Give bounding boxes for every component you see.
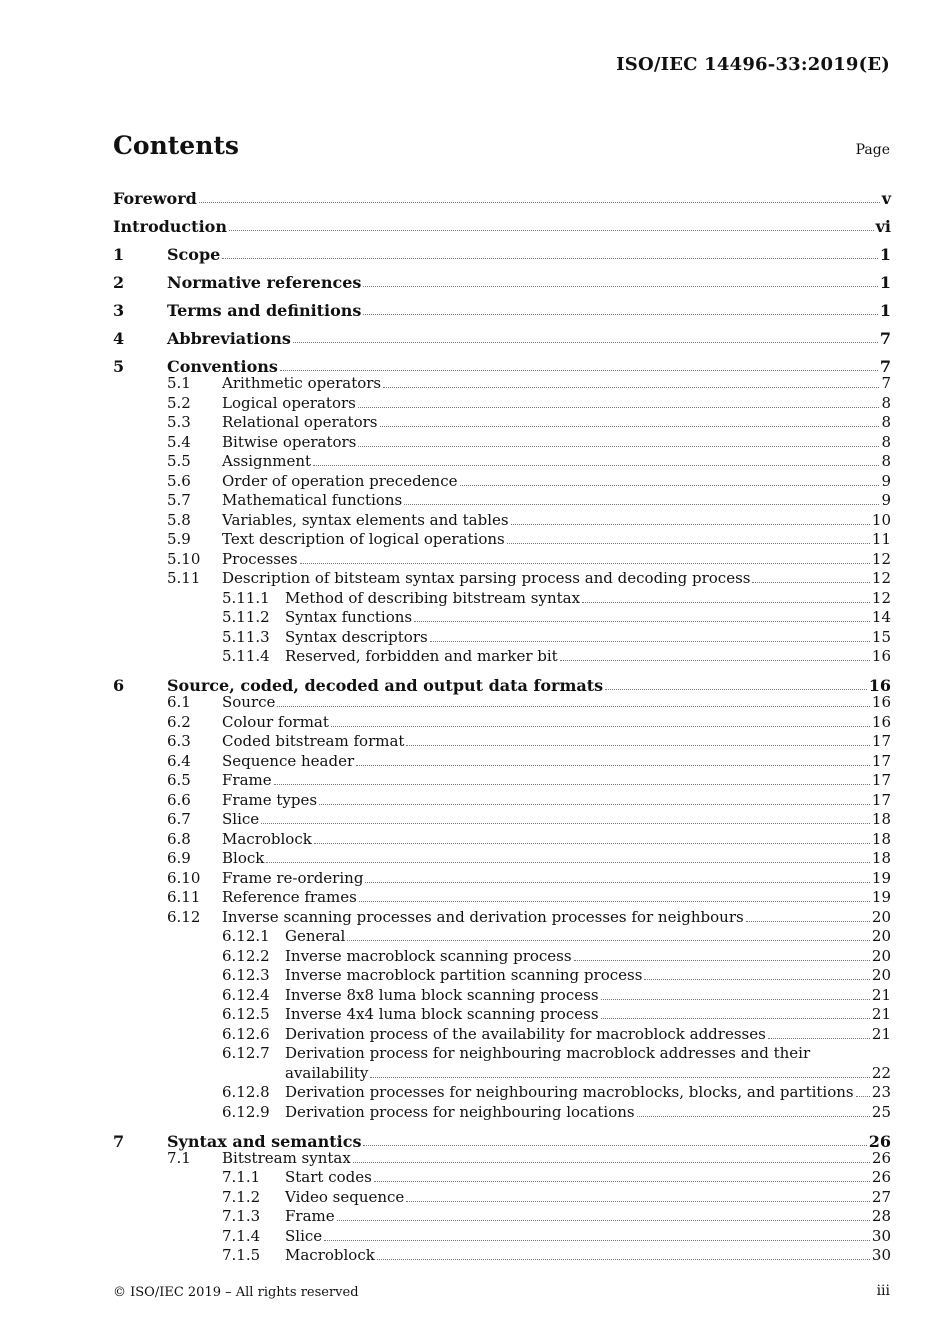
toc-entry-page[interactable]: 1	[879, 273, 891, 292]
toc-entry-title[interactable]: Video sequence	[285, 1187, 405, 1206]
dot-leader	[324, 1240, 870, 1241]
toc-entry-page[interactable]: 26	[871, 1148, 891, 1167]
toc-entry[interactable]	[113, 432, 891, 452]
toc-entry-page[interactable]: 26	[868, 1131, 891, 1151]
toc-entry-number: 5.9	[167, 530, 191, 548]
toc-entry-title[interactable]: Colour format	[222, 712, 329, 731]
toc-entry-title[interactable]: Abbreviations	[167, 329, 291, 348]
dot-leader	[370, 1077, 870, 1078]
toc-entry-number: 6.3	[167, 732, 191, 750]
toc-entry[interactable]	[113, 888, 891, 908]
table-of-contents	[113, 180, 891, 1265]
toc-entry[interactable]	[113, 236, 891, 264]
toc-entry[interactable]	[113, 1102, 891, 1122]
toc-entry-title[interactable]: Method of describing bitstream syntax	[285, 588, 581, 607]
toc-entry[interactable]	[113, 627, 891, 647]
dot-leader	[353, 1162, 870, 1163]
toc-entry-title[interactable]: Inverse 4x4 luma block scanning process	[285, 1005, 599, 1023]
toc-entry[interactable]	[113, 1207, 891, 1227]
toc-entry-number: 6.12.6	[222, 1024, 270, 1043]
toc-entry-page[interactable]: 23	[871, 1083, 891, 1101]
toc-entry-number: 5.7	[167, 491, 191, 509]
toc-entry-title[interactable]: Assignment	[222, 452, 312, 470]
toc-entry-page[interactable]: 28	[871, 1207, 891, 1225]
dot-leader	[377, 1259, 870, 1260]
toc-entry-page[interactable]: 20	[871, 966, 891, 984]
toc-entry[interactable]	[113, 1148, 891, 1168]
toc-entry[interactable]	[113, 1083, 891, 1103]
dot-leader	[746, 921, 870, 922]
dot-leader	[199, 202, 880, 203]
toc-entry-page[interactable]: 16	[871, 647, 891, 665]
toc-entry-title[interactable]: Terms and definitions	[167, 301, 362, 320]
toc-entry-number: 6.2	[167, 712, 191, 731]
toc-entry-page[interactable]: 17	[871, 732, 891, 750]
dot-leader	[274, 784, 870, 785]
dot-leader	[380, 426, 880, 427]
dot-leader	[293, 342, 878, 343]
toc-entry-page[interactable]: 17	[871, 771, 891, 789]
toc-entry[interactable]	[113, 1122, 891, 1151]
toc-entry-title[interactable]: Scope	[167, 245, 221, 264]
toc-entry-title[interactable]: Frame	[222, 771, 272, 789]
toc-entry-number: 5.6	[167, 471, 191, 490]
toc-entry-number: 5.4	[167, 432, 191, 451]
toc-entry-title[interactable]: Macroblock	[222, 829, 312, 848]
toc-entry-title[interactable]: Coded bitstream format	[222, 732, 405, 750]
toc-entry[interactable]	[113, 588, 891, 608]
toc-entry-title[interactable]: Arithmetic operators	[222, 374, 382, 392]
dot-leader	[644, 979, 870, 980]
toc-entry[interactable]	[113, 376, 891, 393]
dot-leader	[222, 258, 878, 259]
toc-entry-number: 5.11.3	[222, 627, 270, 646]
toc-entry-title[interactable]: Order of operation precedence	[222, 471, 458, 490]
toc-entry-page[interactable]: 17	[871, 751, 891, 770]
toc-entry-page[interactable]: 14	[871, 608, 891, 626]
toc-entry-page[interactable]: 9	[881, 491, 891, 509]
toc-entry-number: 1	[113, 245, 125, 264]
toc-entry-number: 7.1.1	[222, 1168, 261, 1186]
toc-entry-title[interactable]: Logical operators	[222, 393, 356, 412]
toc-entry-page[interactable]: 8	[881, 452, 891, 470]
toc-entry[interactable]	[113, 810, 891, 830]
toc-entry[interactable]	[113, 208, 891, 236]
toc-entry-page[interactable]: v	[881, 189, 891, 208]
toc-entry[interactable]	[113, 771, 891, 791]
toc-entry[interactable]	[113, 732, 891, 752]
toc-entry-title[interactable]: Processes	[222, 549, 298, 568]
dot-leader	[430, 641, 870, 642]
toc-entry-page[interactable]: 7	[881, 374, 891, 392]
toc-entry-number: 5.11.1	[222, 588, 270, 607]
toc-entry-title[interactable]: Reserved, forbidden and marker bit	[285, 647, 558, 665]
toc-entry[interactable]	[113, 1005, 891, 1025]
dot-leader	[768, 1038, 870, 1039]
toc-entry-page[interactable]: 8	[881, 413, 891, 431]
dot-leader	[359, 901, 870, 902]
dot-leader	[337, 1220, 870, 1221]
toc-entry-number: 6.12.4	[222, 985, 270, 1004]
toc-entry-page[interactable]: 16	[871, 712, 891, 731]
toc-entry-number: 7.1.5	[222, 1246, 261, 1264]
toc-entry-number: 7	[113, 1131, 125, 1151]
toc-entry[interactable]	[113, 348, 891, 376]
page-column-label: Page	[855, 142, 890, 158]
toc-entry-number: 6.6	[167, 790, 191, 809]
toc-entry[interactable]	[113, 569, 891, 589]
toc-entry-number: 6.5	[167, 771, 191, 789]
toc-entry-title[interactable]: General	[285, 927, 346, 945]
toc-entry-page[interactable]: 16	[871, 693, 891, 711]
dot-leader	[347, 940, 870, 941]
dot-leader	[300, 563, 870, 564]
toc-entry[interactable]	[113, 712, 891, 732]
toc-entry-title[interactable]: Frame re-ordering	[222, 868, 364, 887]
toc-entry[interactable]	[113, 829, 891, 849]
toc-entry-page[interactable]: 18	[871, 829, 891, 848]
toc-entry-page[interactable]: 11	[871, 530, 891, 548]
toc-entry-number: 5.11.4	[222, 647, 270, 665]
toc-entry-number: 5.1	[167, 374, 191, 392]
dot-leader	[406, 745, 869, 746]
dot-leader	[266, 862, 870, 863]
toc-entry-page[interactable]: 1	[879, 245, 891, 264]
toc-entry-number: 6.12.2	[222, 946, 270, 965]
toc-entry-number: 5.11.2	[222, 608, 270, 626]
toc-entry-title[interactable]: Relational operators	[222, 413, 378, 431]
toc-entry-page[interactable]: 20	[871, 927, 891, 945]
toc-entry-page[interactable]: 30	[871, 1226, 891, 1245]
toc-entry-page[interactable]: 21	[871, 1005, 891, 1023]
toc-entry[interactable]	[113, 510, 891, 530]
dot-leader	[383, 387, 879, 388]
toc-entry-page[interactable]: 19	[871, 888, 891, 906]
toc-entry[interactable]	[113, 985, 891, 1005]
toc-entry-title[interactable]: Frame types	[222, 790, 318, 809]
toc-entry-number: 6.11	[167, 888, 201, 906]
toc-entry-number: 5.3	[167, 413, 191, 431]
toc-entry-page[interactable]: 26	[871, 1168, 891, 1186]
toc-entry-page[interactable]: 7	[879, 329, 891, 348]
toc-entry-number: 6.7	[167, 810, 191, 828]
toc-entry-title[interactable]: Sequence header	[222, 751, 355, 770]
toc-entry-page[interactable]: 21	[871, 985, 891, 1004]
toc-entry-number: 7.1.2	[222, 1187, 261, 1206]
footer-copyright: © ISO/IEC 2019 – All rights reserved	[113, 1285, 359, 1300]
toc-entry-title[interactable]: Inverse scanning processes and derivation processes for neighbours	[222, 907, 744, 926]
toc-entry-number: 7.1.4	[222, 1226, 261, 1245]
toc-entry-page[interactable]: 10	[871, 510, 891, 529]
dot-leader	[460, 485, 880, 486]
document-id: ISO/IEC 14496-33:2019(E)	[616, 54, 890, 75]
toc-entry-page[interactable]: 9	[881, 471, 891, 490]
toc-entry[interactable]	[113, 320, 891, 348]
toc-entry-page[interactable]: 18	[871, 810, 891, 828]
dot-leader	[605, 689, 867, 690]
toc-entry-title[interactable]: Slice	[285, 1226, 323, 1245]
toc-entry-number: 7.1	[167, 1148, 191, 1167]
dot-leader	[229, 230, 874, 231]
toc-entry-page[interactable]: 18	[871, 849, 891, 867]
toc-entry-page[interactable]: 21	[871, 1024, 891, 1043]
dot-leader	[752, 582, 869, 583]
toc-entry-title[interactable]: Bitstream syntax	[222, 1148, 351, 1167]
dot-leader	[507, 543, 870, 544]
dot-leader	[374, 1181, 870, 1182]
dot-leader	[280, 370, 878, 371]
toc-entry-title[interactable]: Text description of logical operations	[222, 530, 505, 548]
toc-entry-continuation[interactable]	[113, 1063, 891, 1083]
toc-entry-title[interactable]: Macroblock	[285, 1246, 375, 1264]
toc-entry-page[interactable]: 20	[871, 946, 891, 965]
toc-entry[interactable]	[113, 413, 891, 433]
toc-entry-page[interactable]: vi	[875, 217, 891, 236]
toc-entry-number: 5.8	[167, 510, 191, 529]
dot-leader	[637, 1116, 870, 1117]
toc-entry[interactable]	[113, 264, 891, 292]
toc-entry-number: 3	[113, 301, 125, 320]
toc-entry-number: 6.12	[167, 907, 201, 926]
toc-entry[interactable]	[113, 452, 891, 472]
toc-entry-number: 6.12.5	[222, 1005, 270, 1023]
dot-leader	[601, 1018, 870, 1019]
toc-entry[interactable]	[113, 790, 891, 810]
toc-entry-title[interactable]: Syntax functions	[285, 608, 413, 626]
toc-entry-title[interactable]: Derivation process for neighbouring locations	[285, 1102, 635, 1121]
toc-entry-title[interactable]: Introduction	[113, 217, 227, 236]
toc-entry[interactable]	[113, 666, 891, 695]
toc-entry-page[interactable]: 1	[879, 301, 891, 320]
toc-entry-title[interactable]: Normative references	[167, 273, 362, 292]
toc-entry-page[interactable]: 25	[871, 1102, 891, 1121]
toc-entry[interactable]	[113, 966, 891, 986]
dot-leader	[313, 465, 879, 466]
toc-entry-title[interactable]: Description of bitsteam syntax parsing process and decoding process	[222, 569, 751, 587]
toc-entry-number: 6	[113, 676, 125, 695]
dot-leader	[261, 823, 870, 824]
toc-entry[interactable]	[113, 1024, 891, 1044]
dot-leader	[319, 804, 870, 805]
dot-leader	[856, 1096, 870, 1097]
toc-entry-page[interactable]: 19	[871, 868, 891, 887]
toc-entry-page[interactable]: 12	[871, 549, 891, 568]
toc-entry-page[interactable]: 16	[868, 676, 891, 695]
toc-entry-title[interactable]: Source	[222, 693, 276, 711]
toc-entry-page[interactable]: 8	[881, 432, 891, 451]
toc-entry[interactable]	[113, 471, 891, 491]
toc-entry-number: 5.11	[167, 569, 201, 587]
dot-leader	[582, 602, 870, 603]
dot-leader	[363, 1145, 866, 1146]
dot-leader	[414, 621, 870, 622]
toc-entry-title[interactable]: Syntax descriptors	[285, 627, 428, 646]
toc-entry-title[interactable]: Inverse macroblock scanning process	[285, 946, 572, 965]
toc-entry[interactable]	[113, 1187, 891, 1207]
toc-entry[interactable]	[113, 393, 891, 413]
toc-entry-number: 5.10	[167, 549, 201, 568]
toc-entry-page[interactable]: 30	[871, 1246, 891, 1264]
toc-entry-number: 6.12.8	[222, 1083, 270, 1101]
toc-entry-number: 6.4	[167, 751, 191, 770]
dot-leader	[365, 882, 869, 883]
toc-entry-page[interactable]: 17	[871, 790, 891, 809]
toc-entry-number: 6.9	[167, 849, 191, 867]
toc-entry-page[interactable]: 20	[871, 907, 891, 926]
toc-entry[interactable]	[113, 292, 891, 320]
toc-entry[interactable]	[113, 927, 891, 947]
toc-entry[interactable]	[113, 1044, 891, 1064]
toc-entry-page[interactable]: 27	[871, 1187, 891, 1206]
toc-entry-number: 7.1.3	[222, 1207, 261, 1225]
toc-entry[interactable]	[113, 695, 891, 712]
toc-entry[interactable]	[113, 751, 891, 771]
toc-entry-title[interactable]: Derivation processes for neighbouring macroblocks, blocks, and partitions	[285, 1083, 854, 1101]
toc-entry-title[interactable]: Derivation process for neighbouring macroblock addresses and their	[285, 1044, 811, 1062]
toc-entry-title[interactable]: Syntax and semantics	[167, 1131, 362, 1151]
toc-entry-number: 2	[113, 273, 125, 292]
toc-entry-page[interactable]: 12	[871, 588, 891, 607]
toc-entry-title[interactable]: Mathematical functions	[222, 491, 403, 509]
toc-entry-number: 5.2	[167, 393, 191, 412]
toc-entry-title[interactable]: Start codes	[285, 1168, 372, 1186]
dot-leader	[406, 1201, 870, 1202]
dot-leader	[358, 407, 880, 408]
toc-entry-title-continued[interactable]: availability	[285, 1063, 369, 1082]
dot-leader	[363, 286, 877, 287]
toc-entry-number: 5	[113, 357, 125, 376]
toc-entry[interactable]	[113, 907, 891, 927]
toc-entry[interactable]	[113, 549, 891, 569]
dot-leader	[560, 660, 870, 661]
dot-leader	[363, 314, 877, 315]
toc-entry[interactable]	[113, 868, 891, 888]
toc-entry-page[interactable]: 12	[871, 569, 891, 587]
dot-leader	[356, 765, 870, 766]
toc-entry-number: 6.8	[167, 829, 191, 848]
toc-entry-number: 6.1	[167, 693, 191, 711]
page-title: Contents	[113, 131, 240, 160]
toc-entry-page[interactable]: 7	[879, 357, 891, 376]
dot-leader	[314, 843, 870, 844]
toc-entry-title[interactable]: Block	[222, 849, 265, 867]
toc-entry-number: 6.10	[167, 868, 201, 887]
toc-entry-title[interactable]: Source, coded, decoded and output data formats	[167, 676, 604, 695]
dot-leader	[404, 504, 879, 505]
toc-entry-title[interactable]: Conventions	[167, 357, 278, 376]
dot-leader	[601, 999, 870, 1000]
toc-entry[interactable]	[113, 946, 891, 966]
dot-leader	[331, 726, 870, 727]
footer-page-number: iii	[876, 1283, 890, 1299]
toc-entry-title[interactable]: Frame	[285, 1207, 335, 1225]
toc-entry[interactable]	[113, 1226, 891, 1246]
dot-leader	[358, 446, 879, 447]
dot-leader	[574, 960, 870, 961]
toc-entry[interactable]	[113, 1168, 891, 1188]
toc-entry[interactable]	[113, 647, 891, 667]
toc-entry-title[interactable]: Bitwise operators	[222, 432, 357, 451]
toc-entry-number: 6.12.3	[222, 966, 270, 984]
toc-entry-page[interactable]: 15	[871, 627, 891, 646]
toc-entry-number: 5.5	[167, 452, 191, 470]
toc-entry-title[interactable]: Derivation process of the availability for macroblock addresses	[285, 1024, 766, 1043]
toc-entry[interactable]	[113, 530, 891, 550]
toc-entry-title[interactable]: Inverse macroblock partition scanning process	[285, 966, 643, 984]
dot-leader	[511, 524, 870, 525]
toc-entry-page[interactable]: 22	[871, 1063, 891, 1082]
toc-entry-title[interactable]: Variables, syntax elements and tables	[222, 510, 509, 529]
toc-entry[interactable]	[113, 608, 891, 628]
toc-entry[interactable]	[113, 491, 891, 511]
dot-leader	[277, 706, 869, 707]
toc-entry-number: 6.12.7	[222, 1044, 270, 1062]
toc-entry-title[interactable]: Inverse 8x8 luma block scanning process	[285, 985, 599, 1004]
toc-entry-title[interactable]: Slice	[222, 810, 260, 828]
toc-entry[interactable]	[113, 849, 891, 869]
toc-entry-number: 6.12.9	[222, 1102, 270, 1121]
toc-entry-number: 6.12.1	[222, 927, 270, 945]
toc-entry-title[interactable]: Reference frames	[222, 888, 357, 906]
toc-entry[interactable]	[113, 180, 891, 208]
toc-entry-page[interactable]: 8	[881, 393, 891, 412]
toc-entry[interactable]	[113, 1246, 891, 1266]
toc-entry-number: 4	[113, 329, 125, 348]
toc-entry-title[interactable]: Foreword	[113, 189, 197, 208]
